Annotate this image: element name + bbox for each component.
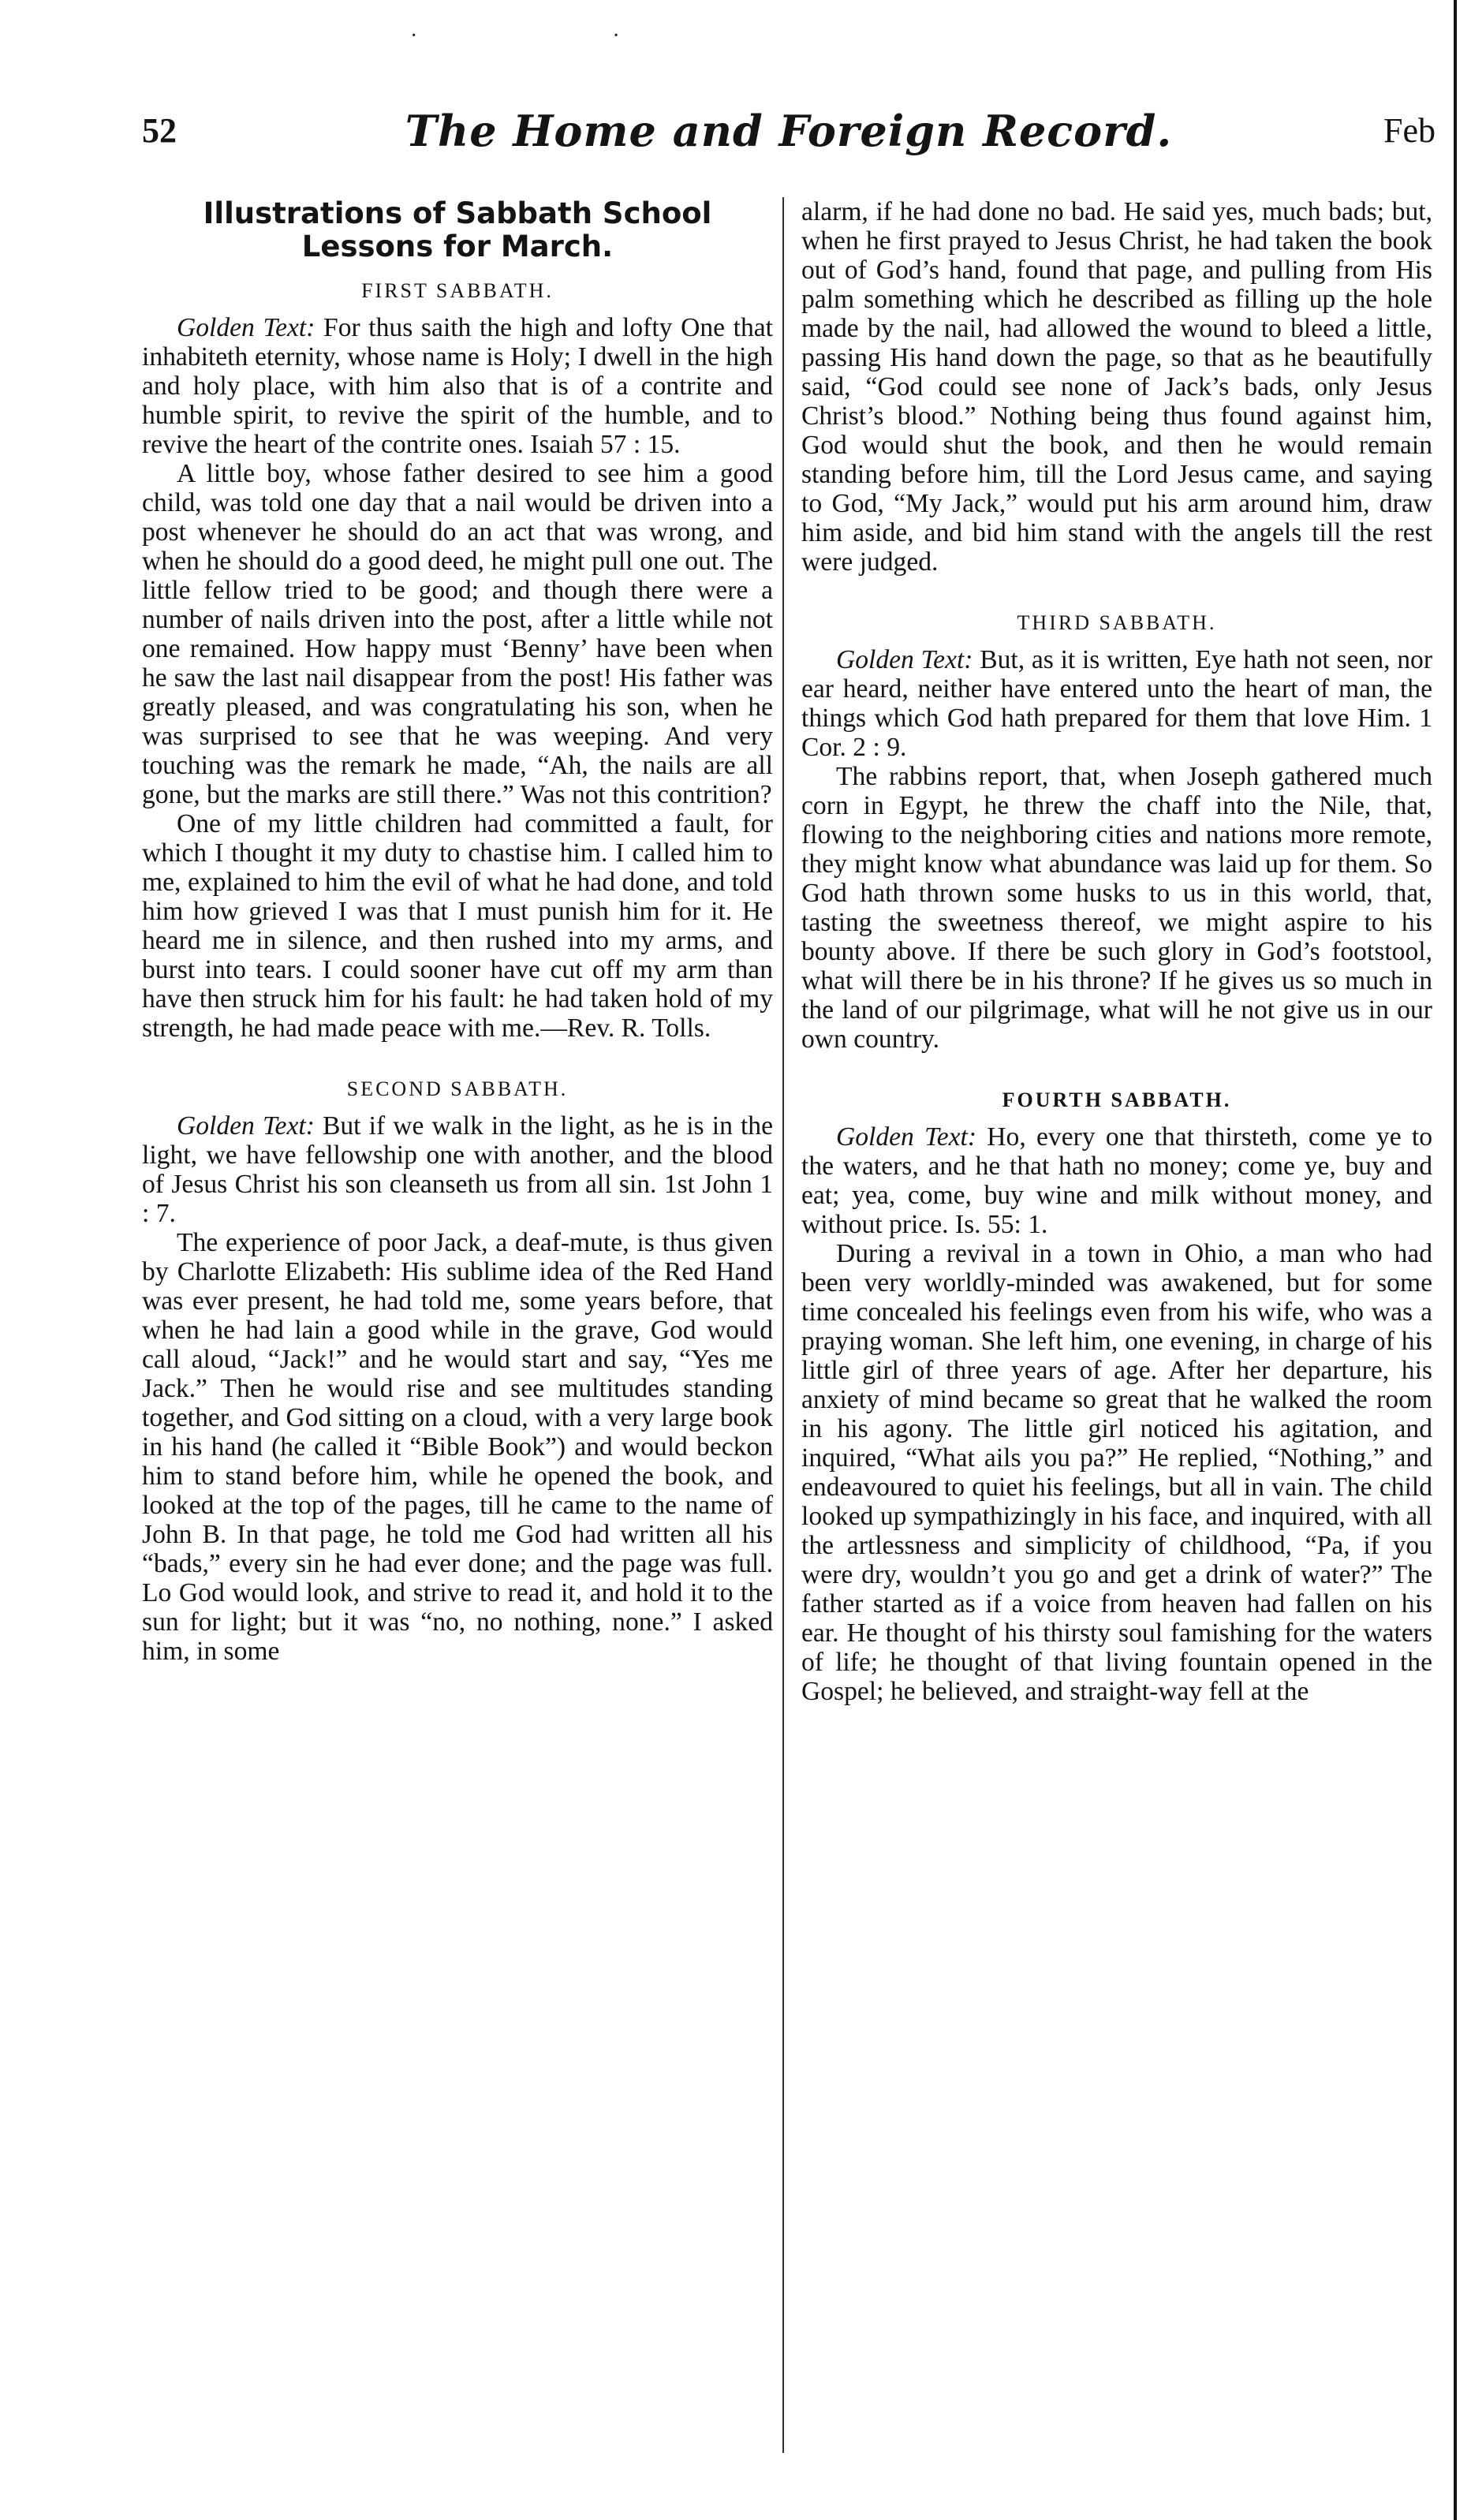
section-heading-fourth: FOURTH SABBATH.	[1002, 1088, 1232, 1111]
print-specks: · ·	[410, 24, 715, 48]
golden-text-second	[142, 1111, 773, 1228]
paragraph: The rabbins report, that, when Joseph gathered much corn in Egypt, he threw the chaff into the Nile, that, flowing to the neighboring cities and nations more remote, they might know what abundance was laid up for them. So God hath thrown some husks to us in this world, that, tasting the sweetness thereof, we might aspire to his bounty above. If there be such glory in God’s footstool, what will there be in his throne? If he gives us so much in the land of our pilgrimage, what will he not give us in our own country.	[801, 762, 1432, 1054]
jack-text-part-2: alarm, if he had done no bad. He said yes, much bads; but, when he first prayed to Jesus Christ, he had taken the book out of God’s hand, found that page, and pulling from His palm something which he described as filling up the hole made by the nail, had allowed the wound to bleed a little, passing His hand down the page, so that as he beautifully said, “God could see none of Jack’s bads, only Jesus Christ’s blood.” Nothing being thus found against him, God would shut the book, and then he would remain standing before him, till the Lord Jesus came, and saying to God, “My Jack,” would put his arm around him, draw him aside, and bid him stand with the angels till the rest were judged.	[801, 197, 1432, 577]
golden-text-first	[142, 313, 773, 459]
paragraph: A little boy, whose father desired to see him a good child, was told one day that a nail would be driven into a post whenever he should do an act that was wrong, and when he should do a good deed, he might pull one out. The little fellow tried to be good; and though there were a number of nails driven into the post, after a little while not one remained. How happy must ‘Benny’ have been when he saw the last nail disappear from the post! His father was greatly pleased, and was congratulating his son, when he was surprised to see that he was weeping. And very touching was the remark he made, “Ah, the nails are all gone, but the marks are still there.” Was not this contrition?	[142, 459, 773, 809]
paragraph: During a revival in a town in Ohio, a man who had been very worldly-minded was awakened, but for some time concealed his feelings even from his wife, who was a praying woman. She left him, one evening, in charge of his little girl of three years of age. After her departure, his anxiety of mind became so great that he walked the room in his agony. The little girl noticed his agitation, and inquired, “What ails you pa?” He replied, “Nothing,” and endeavoured to quiet his feelings, but all in vain. The child looked up sympathizingly in his face, and inquired, with all the artlessness and simplicity of childhood, “Pa, if you were dry, wouldn’t you go and get a drink of water?” The father started as if a voice from heaven had fallen on his ear. He thought of his thirsty soul famishing for the waters of life; he thought of that living fountain opened in the Gospel; he believed, and straight-way fell at the	[801, 1239, 1432, 1706]
golden-text-body: Ho, every one that thirsteth, come ye to the waters, and he that hath no money; come ye, buy and eat; yea, come, buy wine and milk without money, and without price. Is. 55: 1.	[801, 1122, 1432, 1239]
column-divider	[782, 197, 784, 2453]
golden-text-body: But, as it is written, Eye hath not seen, nor ear heard, neither have entered unto the heart of man, the things which God hath prepared for them that love Him. 1 Cor. 2 : 9.	[801, 645, 1432, 762]
golden-text-body: But if we walk in the light, as he is in the light, we have fellowship one with another, and the blood of Jesus Christ his son cleanseth us from all sin. 1st John 1 : 7.	[142, 1111, 773, 1228]
running-header	[142, 106, 1436, 158]
jack-text-part-1: The experience of poor Jack, a deaf-mute, is thus given by Charlotte Elizabeth: His sublime idea of the Red Hand was ever present, he had told me, some years before, that when he had lain a good while in the grave, God would call aloud, “Jack!” and he would start and say, “Yes me Jack.” Then he would rise and see multitudes standing together, and God sitting on a cloud, with a very large book in his hand (he called it “Bible Book”) and would beckon him to stand before him, while he opened the book, and looked at the top of the pages, till he came to the name of John B. In that page, he told me God had written all his “bads,” every sin he had ever done; and the page was full. Lo God would look, and strive to read it, and hold it to the sun for light; but it was “no, no nothing, none.” I asked him, in some	[142, 1228, 773, 1666]
article-title: Illustrations of Sabbath School Lessons for March.	[203, 197, 712, 263]
paragraph-jack-continued	[801, 197, 1432, 577]
golden-text-label: Golden Text:	[836, 1122, 977, 1152]
page-number: 52	[142, 111, 177, 150]
golden-text-fourth	[801, 1122, 1432, 1239]
left-column	[142, 197, 773, 2469]
golden-text-body: For thus saith the high and lofty One that inhabiteth eternity, whose name is Holy; I dwell in the high and holy place, with him also that is of a contrite and humble spirit, to revive the spirit of the humble, and to revive the heart of the contrite ones. Isaiah 57 : 15.	[142, 313, 773, 459]
golden-text-label: Golden Text:	[177, 1111, 315, 1141]
month-label: Feb	[1383, 111, 1436, 150]
paragraph-jack	[142, 1228, 773, 1666]
paragraph: One of my little children had committed a fault, for which I thought it my duty to chastise him. I called him to me, explained to him the evil of what he had done, and told him how grieved I was that I must punish him for it. He heard me in silence, and then rushed into my arms, and burst into tears. I could sooner have cut off my arm than have then struck him for his fault: he had taken hold of my strength, he had made peace with me.—Rev. R. Tolls.	[142, 809, 773, 1043]
section-heading-second: SECOND SABBATH.	[346, 1077, 569, 1100]
golden-text-third	[801, 645, 1432, 762]
section-heading-third: THIRD SABBATH.	[1017, 611, 1217, 634]
section-heading-first: FIRST SABBATH.	[361, 279, 554, 302]
right-column	[801, 197, 1432, 2469]
golden-text-label: Golden Text:	[836, 645, 973, 674]
running-title: The Home and Foreign Record.	[405, 106, 1173, 156]
golden-text-label: Golden Text:	[177, 313, 315, 342]
page-edge-border	[1454, 0, 1457, 2520]
